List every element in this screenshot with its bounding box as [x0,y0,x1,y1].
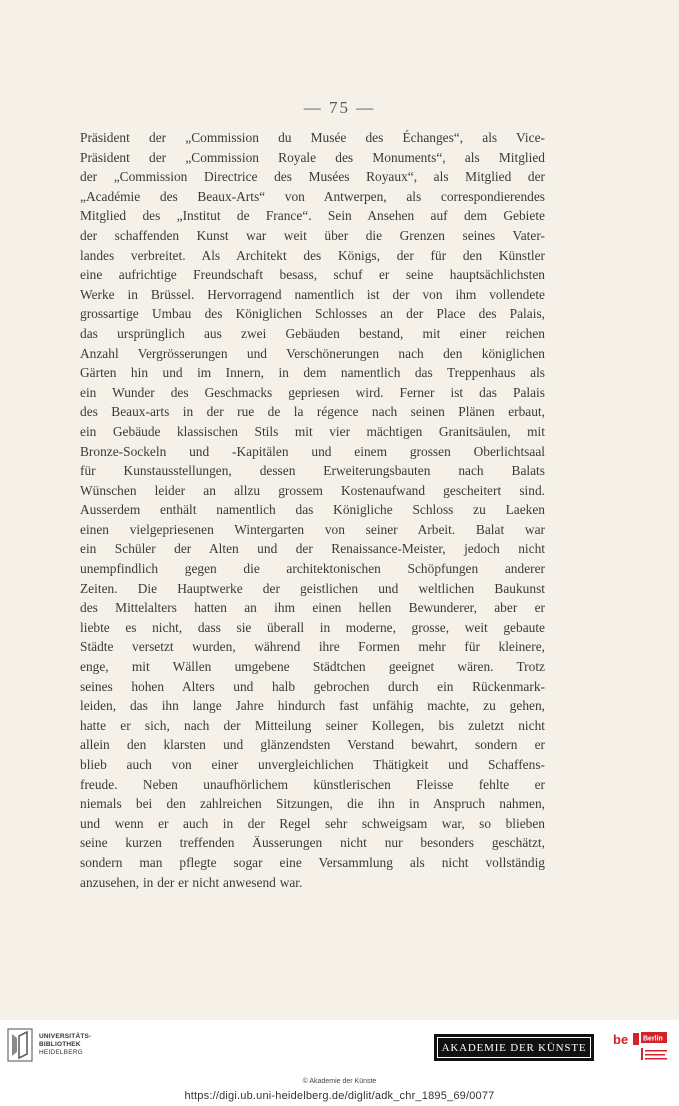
text-line: Werke in Brüssel. Hervorragend namentlich ist der von ihm vollendete [80,286,545,302]
text-line: enge, mit Wällen umgebene Städtchen geeignet wären. Trotz [80,659,545,675]
text-line: unempfindlich gegen die architektonischen Schöpfungen anderer [80,561,545,577]
text-line: des Beaux-arts in der rue de la régence nach seinen Plänen erbaut, [80,404,545,420]
text-line: Gärten hin und im Innern, in dem namentlich das Treppenhaus als [80,365,545,381]
university-library-logo[interactable] [7,1028,91,1062]
text-line: Präsident der „Commission du Musée des Échanges“, als Vice- [80,130,545,145]
text-line: Präsident der „Commission Royale des Monuments“, als Mitglied [80,149,545,165]
text-line: ein Wunder des Geschmacks gepriesen wird. Ferner ist das Palais [80,384,545,400]
text-line: ein Gebäude klassischen Stils mit vier mächtigen Granitsäulen, mit [80,423,545,439]
text-line: Wünschen leider an allzu grossem Kostenaufwand gescheitert sind. [80,482,545,498]
text-line: Ausserdem enthält namentlich das Königliche Schloss zu Laeken [80,502,545,518]
text-line: Mitglied des „Institut de France“. Sein Ansehen auf dem Gebiete [80,208,545,224]
text-line: des Mittelalters hatten an ihm einen hellen Bewunderer, aber er [80,600,545,616]
library-logo-line2: BIBLIOTHEK [39,1041,81,1048]
akademie-der-kuenste-logo[interactable] [434,1034,594,1061]
akademie-label: AKADEMIE DER KÜNSTE [437,1037,591,1058]
copyright-notice: © Akademie der Künste [302,1078,377,1085]
text-line: seine kurzen treffenden Äusserungen nicht nur besonders geschätzt, [80,835,545,851]
text-line: „Académie des Beaux-Arts“ von Antwerpen, als correspondierendes [80,188,545,204]
text-line: der „Commission Directrice des Musées Royaux“, als Mitglied der [80,169,545,185]
text-line: landes verbreitet. Als Architekt des Königs, der für den Künstler [80,247,545,263]
text-line: Zeiten. Die Hauptwerke der geistlichen und weltlichen Baukunst [80,580,545,596]
body-text [80,128,545,892]
permalink-url[interactable]: https://digi.ub.uni-heidelberg.de/diglit/adk_chr_1895_69/0077 [184,1090,495,1102]
viewer-footer [0,1020,679,1106]
text-line: grossartige Umbau des Königlichen Schlosses an der Place des Palais, [80,306,545,322]
page-number: — 75 — [303,98,376,117]
text-line: seines hohen Alters und halb gebrochen durch ein Rückenmark- [80,678,545,694]
text-line: niemals bei den zahlreichen Sitzungen, die ihn in Anspruch nahmen, [80,796,545,812]
text-line: einen vielgepriesenen Wintergarten von seiner Arbeit. Balat war [80,521,545,537]
text-line: liebte es nicht, dass sie überall in moderne, grosse, weit gebaute [80,619,545,635]
text-line: blieb auch von einer unvergleichlichen Thätigkeit und Schaffens- [80,757,545,772]
text-line: anzusehen, in der er nicht anwesend war. [80,874,303,890]
text-line: das ursprünglich aus zwei Gebäuden bestand, mit einer reichen [80,325,545,341]
text-line: Anzahl Vergrösserungen und Verschönerungen nach den königlichen [80,345,545,361]
library-logo-icon [7,1028,33,1062]
text-line: Städte versetzt wurden, während ihre Formen mehr für kleinere, [80,639,545,655]
text-line: hatte er sich, nach der Mitteilung seiner Kollegen, bis zuletzt nicht [80,717,545,733]
text-line: der schaffenden Kunst war weit über die Grenzen seines Vater- [80,227,545,243]
svg-text:be: be [613,1032,629,1047]
text-line: Bronze-Sockeln und -Kapitälen und einem grossen Oberlichtsaal [80,443,545,459]
text-line: und wenn er auch in der Regel sehr schweigsam war, so blieben [80,815,545,831]
svg-text:Berlin: Berlin [643,1035,663,1043]
library-logo-text [39,1033,91,1057]
library-logo-line3: HEIDELBERG [39,1049,83,1056]
text-line: leiden, das ihn lange Jahre hindurch fast unfähig machte, zu gehen, [80,698,545,714]
text-line: für Kunstausstellungen, dessen Erweiterungsbauten nach Balats [80,463,545,479]
text-line: freude. Neben unaufhörlichem künstlerischen Fleisse fehlte er [80,776,545,792]
text-line: ein Schüler der Alten und der Renaissance-Meister, jedoch nicht [80,541,545,557]
text-line: sondern man pflegte sogar eine Versammlung als nicht vollständig [80,854,545,870]
text-line: allein den klarsten und glänzendsten Verstand bewahrt, sondern er [80,737,545,753]
text-line: eine aufrichtige Freundschaft besass, schuf er seine hauptsächlichsten [80,267,545,283]
library-logo-line1: UNIVERSITÄTS- [39,1033,92,1040]
be-berlin-logo-icon[interactable] [611,1030,669,1068]
